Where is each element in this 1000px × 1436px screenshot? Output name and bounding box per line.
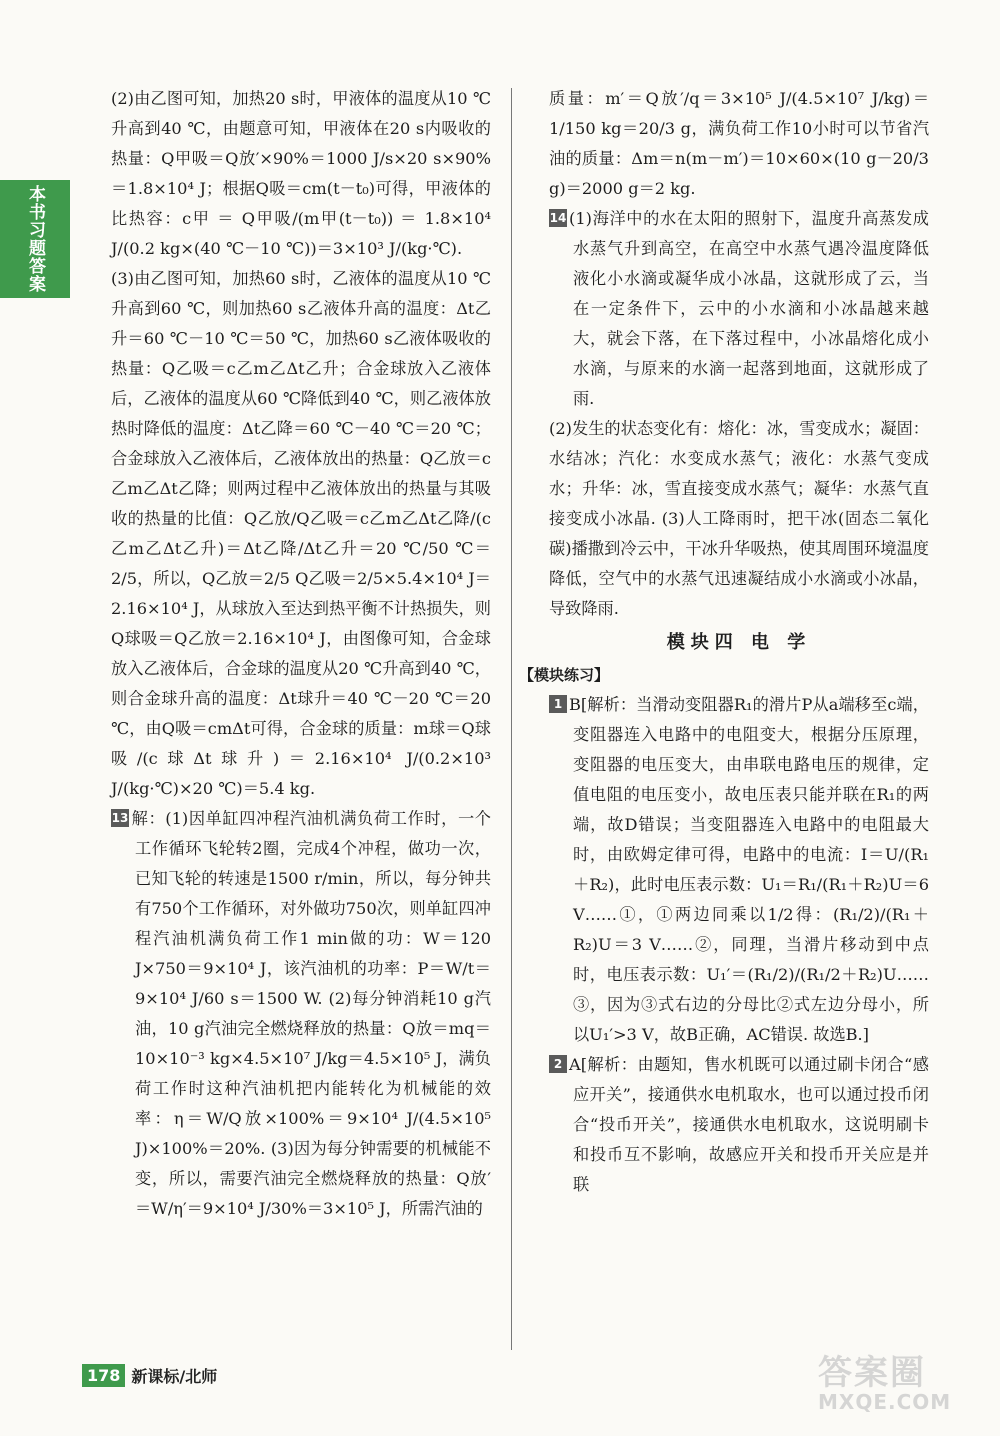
watermark-text: 答案圈	[818, 1353, 926, 1393]
column-divider	[511, 88, 512, 1350]
right-column	[519, 84, 929, 1200]
question-item	[549, 690, 929, 1050]
answer-text: A[解析：由题知，售水机既可以通过刷卡闭合“感应开关”，接通供水电机取水，也可以通过投币闭合“投币开关”，接通供水电机取水，这说明刷卡和投币互不影响，故感应开关和投币开关应是并联	[569, 1055, 929, 1194]
question-number: 1	[549, 695, 567, 713]
answer-text: 解：(1)因单缸四冲程汽油机满负荷工作时，一个工作循环飞轮转2圈，完成4个冲程，做功一次，已知飞轮的转速是1500 r/min，所以，每分钟共有750个工作循环，对外做功750次，则单缸四冲程汽油机满负荷工作1 min做的功：W＝120 J×750＝9×10⁴ J，该汽油机的功率：P＝W/t＝9×10⁴ J/60 s＝1500 W. (2)每分钟消耗10 g汽油，10 g汽油完全燃烧释放的热量：Q放＝mq＝10×10⁻³ kg×4.5×10⁷ J/kg＝4.5×10⁵ J，满负荷工作时这种汽油机把内能转化为机械能的效率：η＝W/Q放×100%＝9×10⁴ J/(4.5×10⁵ J)×100%＝20%. (3)因为每分钟需要的机械能不变，所以，需要汽油完全燃烧释放的热量：Q放′＝W/η′＝9×10⁴ J/30%＝3×10⁵ J，所需汽油的	[131, 809, 491, 1218]
side-tab: 本书习题答案	[0, 180, 70, 298]
question-number: 13	[111, 811, 129, 825]
answer-text: (1)海洋中的水在太阳的照射下，温度升高蒸发成水蒸气升到高空，在高空中水蒸气遇冷温度降低液化小水滴或凝华成小冰晶，这就形成了云，当在一定条件下，云中的小水滴和小冰晶越来越大，就会下落，在下落过程中，小冰晶熔化成小水滴，与原来的水滴一起落到地面，这就形成了雨.	[569, 209, 929, 408]
series-label: 新课标/北师	[131, 1366, 218, 1386]
left-column	[111, 84, 491, 1224]
question-item	[549, 204, 929, 414]
question-item	[111, 804, 491, 1224]
question-number: 14	[549, 211, 567, 225]
answer-text: B[解析：当滑动变阻器R₁的滑片P从a端移至c端，变阻器连入电路中的电阻变大，根据分压原理，变阻器的电压变大，由串联电路电压的规律，定值电阻的电压变小，故电压表只能并联在R₁的两端，故D错误；当变阻器连入电路中的电阻最大时，由欧姆定律可得，电路中的电流：I＝U/(R₁＋R₂)，此时电压表示数：U₁＝R₁/(R₁＋R₂)U＝6 V……①，①两边同乘以1/2得：(R₁/2)/(R₁＋R₂)U＝3 V……②，同理，当滑片移动到中点时，电压表示数：U₁′＝(R₁/2)/(R₁/2＋R₂)U……③，因为③式右边的分母比②式左边分母小，所以U₁′>3 V，故B正确，AC错误. 故选B.]	[569, 695, 929, 1044]
answer-paragraph: 质量：m′＝Q放′/q＝3×10⁵ J/(4.5×10⁷ J/kg)＝1/150 kg＝20/3 g，满负荷工作10小时可以节省汽油的质量：Δm＝n(m－m′)＝10×60×(10 g－20/3 g)＝2000 g＝2 kg.	[549, 89, 929, 198]
question-item	[549, 1050, 929, 1200]
answer-paragraph: (2)发生的状态变化有：熔化：冰，雪变成水；凝固：水结冰；汽化：水变成水蒸气；液化：水蒸气变成水；升华：冰，雪直接变成水蒸气；凝华：水蒸气直接变成小冰晶. (3)人工降雨时，把干冰(固态二氧化碳)播撒到冷云中，干冰升华吸热，使其周围环境温度降低，空气中的水蒸气迅速凝结成小水滴或小冰晶，导致降雨.	[549, 419, 929, 618]
watermark-url: MXQE.COM	[818, 1390, 952, 1414]
answer-paragraph: (2)由乙图可知，加热20 s时，甲液体的温度从10 ℃升高到40 ℃，由题意可知，甲液体在20 s内吸收的热量：Q甲吸＝Q放′×90%＝1000 J/s×20 s×90%＝1.8×10⁴ J；根据Q吸＝cm(t－t₀)可得，甲液体的比热容：c甲 ＝ Q甲吸/(m甲(t－t₀)) ＝ 1.8×10⁴ J/(0.2 kg×(40 ℃－10 ℃))＝3×10³ J/(kg·℃).	[111, 89, 491, 258]
watermark-logo	[818, 1345, 978, 1425]
practice-label: 【模块练习】	[519, 666, 610, 684]
question-number: 2	[549, 1055, 567, 1073]
page-number: 178	[82, 1364, 125, 1387]
section-heading: 模块四 电 学	[666, 632, 812, 653]
page-footer	[82, 1362, 217, 1388]
answer-paragraph: (3)由乙图可知，加热60 s时，乙液体的温度从10 ℃升高到60 ℃，则加热60 s乙液体升高的温度：Δt乙升＝60 ℃－10 ℃＝50 ℃，加热60 s乙液体吸收的热量：Q乙吸＝c乙m乙Δt乙升；合金球放入乙液体后，乙液体的温度从60 ℃降低到40 ℃，则乙液体放热时降低的温度：Δt乙降＝60 ℃－40 ℃＝20 ℃；合金球放入乙液体后，乙液体放出的热量：Q乙放＝c乙m乙Δt乙降；则两过程中乙液体放出的热量与其吸收的热量的比值：Q乙放/Q乙吸＝c乙m乙Δt乙降/(c乙m乙Δt乙升)＝Δt乙降/Δt乙升＝20 ℃/50 ℃＝2/5，所以，Q乙放＝2/5 Q乙吸＝2/5×5.4×10⁴ J＝2.16×10⁴ J，从球放入至达到热平衡不计热损失，则Q球吸＝Q乙放＝2.16×10⁴ J，由图像可知，合金球放入乙液体后，合金球的温度从20 ℃升高到40 ℃，则合金球升高的温度：Δt球升＝40 ℃－20 ℃＝20 ℃，由Q吸＝cmΔt可得，合金球的质量：m球＝Q球吸/(c球Δt球升)＝2.16×10⁴ J/(0.2×10³ J/(kg·℃)×20 ℃)＝5.4 kg.	[111, 269, 491, 798]
